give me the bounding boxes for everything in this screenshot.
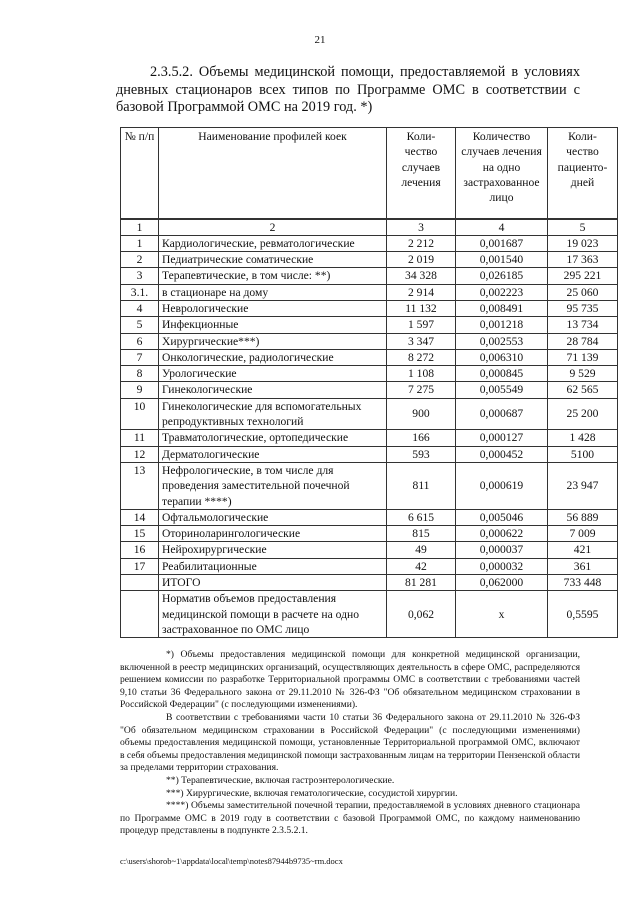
column-header: Коли-чество случаев лечения [387, 128, 456, 219]
patient-days: 25 200 [548, 398, 618, 430]
row-number: 4 [121, 300, 159, 316]
profile-name: Гинекологические [159, 382, 387, 398]
patient-days: 62 565 [548, 382, 618, 398]
row-number: 13 [121, 462, 159, 509]
cases-per-person: 0,005549 [456, 382, 548, 398]
patient-days: 9 529 [548, 366, 618, 382]
cases-per-person: 0,000619 [456, 462, 548, 509]
cases: 166 [387, 430, 456, 446]
cases-per-person: 0,008491 [456, 300, 548, 316]
column-header: Наименование профилей коек [159, 128, 387, 219]
patient-days: 56 889 [548, 509, 618, 525]
cases-per-person: х [456, 591, 548, 638]
row-number: 7 [121, 349, 159, 365]
column-index-row [121, 219, 618, 236]
cases: 811 [387, 462, 456, 509]
page-number: 21 [314, 34, 326, 46]
cases-per-person: 0,001218 [456, 317, 548, 333]
profile-name: Гинекологические для вспомогательных репродуктивных технологий [159, 398, 387, 430]
profile-name: Педиатрические соматические [159, 252, 387, 268]
cases-per-person: 0,000037 [456, 542, 548, 558]
table-row [121, 252, 618, 268]
cases: 7 275 [387, 382, 456, 398]
patient-days: 5100 [548, 446, 618, 462]
row-number: 17 [121, 558, 159, 574]
table-row [121, 591, 618, 638]
patient-days: 361 [548, 558, 618, 574]
footnotes [120, 649, 580, 838]
cases-per-person: 0,002223 [456, 284, 548, 300]
row-number: 14 [121, 509, 159, 525]
cases-per-person: 0,001540 [456, 252, 548, 268]
table-row [121, 430, 618, 446]
table-row [121, 300, 618, 316]
column-index: 4 [456, 219, 548, 236]
row-number: 10 [121, 398, 159, 430]
row-number: 8 [121, 366, 159, 382]
column-index: 5 [548, 219, 618, 236]
patient-days: 733 448 [548, 575, 618, 591]
row-number: 9 [121, 382, 159, 398]
cases: 2 914 [387, 284, 456, 300]
profile-name: Инфекционные [159, 317, 387, 333]
cases-per-person: 0,000687 [456, 398, 548, 430]
table-row [121, 333, 618, 349]
column-header: Коли-чество пациенто-дней [548, 128, 618, 219]
cases: 2 212 [387, 235, 456, 251]
patient-days: 1 428 [548, 430, 618, 446]
patient-days: 71 139 [548, 349, 618, 365]
footnote: ***) Хирургические, включая гематологические, сосудистой хирургии. [166, 787, 458, 799]
cases-per-person: 0,062000 [456, 575, 548, 591]
profile-name: в стационаре на дому [159, 284, 387, 300]
column-index: 1 [121, 219, 159, 236]
row-number: 3 [121, 268, 159, 284]
cases: 1 108 [387, 366, 456, 382]
table-row [121, 382, 618, 398]
table-row [121, 349, 618, 365]
patient-days: 7 009 [548, 526, 618, 542]
cases: 6 615 [387, 509, 456, 525]
medical-volumes-table [120, 127, 618, 638]
patient-days: 25 060 [548, 284, 618, 300]
patient-days: 13 734 [548, 317, 618, 333]
table-row [121, 268, 618, 284]
profile-name: Офтальмологические [159, 509, 387, 525]
profile-name: Нефрологические, в том числе для проведения заместительной почечной терапии ****) [159, 462, 387, 509]
profile-name: Онкологические, радиологические [159, 349, 387, 365]
patient-days: 17 363 [548, 252, 618, 268]
table-row [121, 284, 618, 300]
profile-name: Нейрохирургические [159, 542, 387, 558]
cases: 2 019 [387, 252, 456, 268]
table-row [121, 366, 618, 382]
footnote: *) Объемы предоставления медицинской помощи для конкретной медицинской организации, включенной в реестр медицинских организаций, осуществляющих деятельность в сфере ОМС, распределяются решением комиссии по разработке Территориальной программы ОМС в соответствии с требованиями частей 9,10 статьи 36 Федерального закона от 29.11.2010 № 326-ФЗ "Об обязательном медицинском страховании в Российской Федерации" (с последующими изменениями). [120, 649, 580, 711]
cases: 11 132 [387, 300, 456, 316]
column-index: 3 [387, 219, 456, 236]
patient-days: 95 735 [548, 300, 618, 316]
row-number: 2 [121, 252, 159, 268]
cases-per-person: 0,005046 [456, 509, 548, 525]
patient-days: 421 [548, 542, 618, 558]
cases-per-person: 0,000127 [456, 430, 548, 446]
profile-name: Реабилитационные [159, 558, 387, 574]
patient-days: 28 784 [548, 333, 618, 349]
column-index: 2 [159, 219, 387, 236]
profile-name: Норматив объемов предоставления медицинской помощи в расчете на одно застрахованное по ОМС лицо [159, 591, 387, 638]
table-row [121, 462, 618, 509]
section-title: 2.3.5.2. Объемы медицинской помощи, предоставляемой в условиях дневных стационаров всех типов по Программе ОМС в соответствии с базовой Программой ОМС на 2019 год. *) [116, 64, 580, 115]
row-number: 16 [121, 542, 159, 558]
cases-per-person: 0,000622 [456, 526, 548, 542]
cases-per-person: 0,006310 [456, 349, 548, 365]
row-number: 15 [121, 526, 159, 542]
table-row [121, 542, 618, 558]
profile-name: Неврологические [159, 300, 387, 316]
cases-per-person: 0,000452 [456, 446, 548, 462]
row-number: 3.1. [121, 284, 159, 300]
cases: 900 [387, 398, 456, 430]
cases: 81 281 [387, 575, 456, 591]
table-row [121, 317, 618, 333]
file-path: c:\users\shorob~1\appdata\local\temp\notes87944b9735~rm.docx [120, 856, 343, 866]
cases-per-person: 0,000032 [456, 558, 548, 574]
cases-per-person: 0,001687 [456, 235, 548, 251]
table-row [121, 509, 618, 525]
profile-name: Оториноларингологические [159, 526, 387, 542]
cases: 1 597 [387, 317, 456, 333]
patient-days: 19 023 [548, 235, 618, 251]
cases: 0,062 [387, 591, 456, 638]
profile-name: Урологические [159, 366, 387, 382]
patient-days: 23 947 [548, 462, 618, 509]
cases-per-person: 0,000845 [456, 366, 548, 382]
patient-days: 295 221 [548, 268, 618, 284]
footnote: В соответствии с требованиями части 10 статьи 36 Федерального закона от 29.11.2010 № 326-ФЗ "Об обязательном медицинском страховании в Российской Федерации" (с последующими изменениями) объемы предоставления медицинской помощи, установленные Территориальной программой ОМС, включают в себя объемы предоставления медицинской помощи застрахованным лицам на территории Пензенской области за пределами территории страхования. [120, 711, 580, 774]
cases-per-person: 0,026185 [456, 268, 548, 284]
cases: 815 [387, 526, 456, 542]
table-row [121, 235, 618, 251]
profile-name: ИТОГО [159, 575, 387, 591]
row-number: 6 [121, 333, 159, 349]
row-number [121, 591, 159, 638]
table-row [121, 398, 618, 430]
profile-name: Терапевтические, в том числе: **) [159, 268, 387, 284]
row-number: 5 [121, 317, 159, 333]
cases: 593 [387, 446, 456, 462]
table-row [121, 575, 618, 591]
table-row [121, 558, 618, 574]
patient-days: 0,5595 [548, 591, 618, 638]
row-number: 1 [121, 235, 159, 251]
cases: 42 [387, 558, 456, 574]
table-row [121, 526, 618, 542]
column-header: Количество случаев лечения на одно застрахованное лицо [456, 128, 548, 219]
row-number [121, 575, 159, 591]
footnote: **) Терапевтические, включая гастроэнтерологические. [166, 774, 395, 786]
footnote: ****) Объемы заместительной почечной терапии, предоставляемой в условиях дневного стационара по Программе ОМС в 2019 году в соответствии с базовой Программой ОМС, по каждому наименованию процедур представлены в подпункте 2.3.5.2.1. [120, 800, 580, 837]
column-header: № п/п [121, 128, 159, 219]
cases-per-person: 0,002553 [456, 333, 548, 349]
row-number: 12 [121, 446, 159, 462]
cases: 49 [387, 542, 456, 558]
profile-name: Хирургические***) [159, 333, 387, 349]
cases: 8 272 [387, 349, 456, 365]
row-number: 11 [121, 430, 159, 446]
cases: 34 328 [387, 268, 456, 284]
table-row [121, 446, 618, 462]
cases: 3 347 [387, 333, 456, 349]
profile-name: Дерматологические [159, 446, 387, 462]
profile-name: Кардиологические, ревматологические [159, 235, 387, 251]
profile-name: Травматологические, ортопедические [159, 430, 387, 446]
